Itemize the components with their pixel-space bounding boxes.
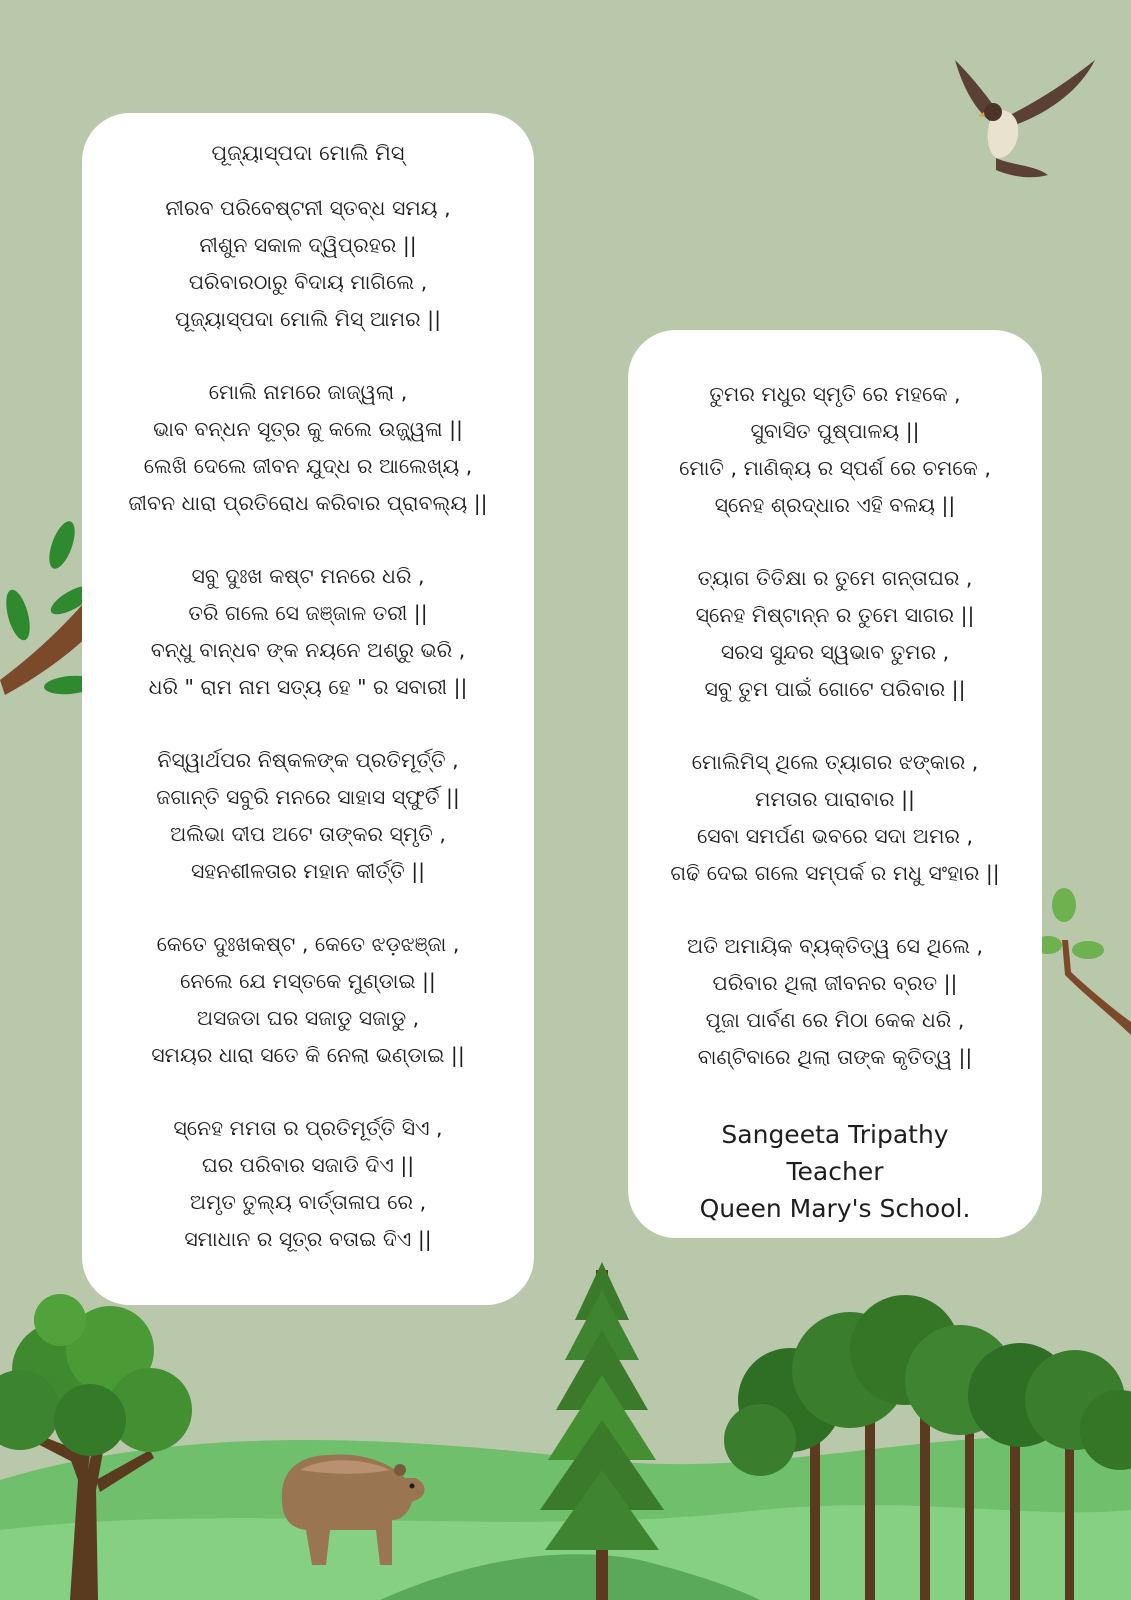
poem-line: ସମୟର ଧାରା ସତେ କି ନେଲା ଭଣ୍ଡାଇ ||	[151, 1043, 465, 1067]
branch-right-icon	[1034, 888, 1131, 1035]
poem-line: ବାଣ୍ଟିବାରେ ଥିଲା ତାଙ୍କ କୃତିତ୍ୱ ||	[697, 1045, 973, 1069]
stanza	[82, 926, 534, 1074]
poem-line: ଭାବ ବନ୍ଧନ ସୂତ୍ର କୁ କଲେ ଉଜ୍ଜ୍ୱଳା ||	[153, 417, 463, 441]
poem-line: ମୋଲି ନାମରେ ଜାଜ୍ୱଲା ,	[208, 380, 408, 404]
stanza	[82, 190, 534, 338]
poem-line: ଅମୃତ ତୁଲ୍ୟ ବାର୍ତ୍ତାଳାପ ରେ ,	[189, 1190, 427, 1214]
poem-line: ତୁମର ମଧୁର ସ୍ମୃତି ରେ ମହକେ ,	[709, 382, 961, 406]
stanza	[628, 744, 1042, 892]
poem-card-left	[82, 113, 534, 1305]
poem-line: ଜଗାନ୍ତି ସବୁରି ମନରେ ସାହାସ ସ୍ଫୁର୍ତି ||	[156, 785, 460, 809]
poem-line: ଅସଜଡା ଘର ସଜାଡୁ ସଜାଡୁ ,	[196, 1006, 420, 1030]
stanza	[82, 558, 534, 706]
poem-line: ନୀଶୁନ ସକାଳ ଦ୍ୱିପ୍ରହର ||	[199, 233, 417, 257]
poem-line: ମୋତି , ମାଣିକ୍ୟ ର ସ୍ପର୍ଶ ରେ ଚମକେ ,	[679, 456, 991, 480]
poem-line: ଗଢି ଦେଇ ଗଲେ ସମ୍ପର୍କ ର ମଧୁ ସଂହାର ||	[670, 861, 1000, 885]
poem-card-right	[628, 330, 1042, 1238]
poem-line: ସରସ ସୁନ୍ଦର ସ୍ୱଭାବ ତୁମର ,	[720, 640, 950, 664]
poem-line: ସବୁ ଦୁଃଖ କଷ୍ଟ ମନରେ ଧରି ,	[191, 564, 425, 588]
poem-line: କେତେ ଦୁଃଖକଷ୍ଟ , କେତେ ଝଡ଼ଝଞ୍ଜା ,	[156, 932, 460, 956]
poem-line: ସୁବାସିତ ପୁଷ୍ପାଳୟ ||	[750, 419, 920, 443]
poem-line: ନିସ୍ୱାର୍ଥପର ନିଷ୍କଳଙ୍କ ପ୍ରତିମୂର୍ତ୍ତି ,	[157, 748, 459, 772]
poem-line: ଜୀବନ ଧାରା ପ୍ରତିରୋଧ କରିବାର ପ୍ରାବଲ୍ୟ ||	[128, 491, 488, 515]
poem-line: ଘର ପରିବାର ସଜାଡି ଦିଏ ||	[201, 1153, 415, 1177]
poem-line: ମୋଲିମିସ୍ ଥିଲେ ତ୍ୟାଗର ଝଙ୍କାର ,	[691, 750, 979, 774]
poem-line: ଲେଖି ଦେଲେ ଜୀବନ ଯୁଦ୍ଧ ର ଆଲେଖ୍ୟ ,	[143, 454, 473, 478]
poem-line: ତ୍ୟାଗ ତିତିକ୍ଷା ର ତୁମେ ଗନ୍ତାଘର ,	[697, 566, 973, 590]
bird-icon	[955, 60, 1095, 177]
poem-line: ନେଲେ ଯେ ମସ୍ତକେ ମୁଣ୍ଡାଇ ||	[180, 969, 436, 993]
stanza	[628, 928, 1042, 1076]
poem-line: ମମତାର ପାରାବାର ||	[755, 787, 915, 811]
author-school: Queen Mary's School.	[699, 1194, 971, 1223]
pine-tree-icon	[540, 1262, 664, 1600]
poem-line: ପରିବାରଠାରୁ ବିଦାୟ ମାଗିଲେ ,	[188, 270, 428, 294]
poem-line: ଧରି " ରାମ ନାମ ସତ୍ୟ ହେ " ର ସବାରୀ ||	[148, 675, 468, 699]
poem-line: ଅତି ଅମାୟିକ ବ୍ୟକ୍ତିତ୍ୱ ସେ ଥିଲେ ,	[687, 934, 983, 958]
poem-line: ବନ୍ଧୁ ବାନ୍ଧବ ଙ୍କ ନୟନେ ଅଶ୍ରୁ ଭରି ,	[150, 638, 466, 662]
stanza	[82, 374, 534, 522]
author-role: Teacher	[786, 1157, 884, 1186]
poem-line: ନୀରବ ପରିବେଷ୍ଟନୀ ସ୍ତବ୍ଧ ସମୟ ,	[165, 196, 451, 220]
poem-line: ସମାଧାନ ର ସୂତ୍ର ବତାଇ ଦିଏ ||	[184, 1227, 432, 1251]
poem-line: ପୂଜା ପାର୍ବଣ ରେ ମିଠା କେକ ଧରି ,	[705, 1008, 965, 1032]
poem-line: ପରିବାର ଥିଲା ଜୀବନର ବ୍ରତ ||	[712, 971, 958, 995]
stanza	[82, 742, 534, 890]
poem-line: ସହନଶୀଳତାର ମହାନ କୀର୍ତ୍ତି ||	[190, 859, 426, 883]
poem-line: ସ୍ନେହ ଶ୍ରଦ୍ଧାର ଏହି ବଳୟ ||	[714, 493, 956, 517]
stanza	[628, 560, 1042, 708]
poem-line: ପୂଜ୍ୟାସ୍ପଦା ମୋଲି ମିସ୍ ଆମର ||	[175, 307, 441, 331]
poem-line: ସ୍ନେହ ମିଷ୍ଟାନ୍ନ ର ତୁମେ ସାଗର ||	[695, 603, 975, 627]
author-name: Sangeeta Tripathy	[721, 1120, 949, 1149]
poem-line: ସେବା ସମର୍ପଣ ଭବରେ ସଦା ଅମର ,	[696, 824, 974, 848]
poem-line: ଅଲିଭା ଦୀପ ଅଟେ ତାଙ୍କର ସ୍ମୃତି ,	[170, 822, 446, 846]
stanza	[628, 376, 1042, 524]
poem-title: ପୂଜ୍ୟାସ୍ପଦା ମୋଲି ମିସ୍	[211, 141, 405, 165]
author-credits	[628, 1116, 1042, 1227]
stanza	[82, 1110, 534, 1258]
poem-line: ସ୍ନେହ ମମତା ର ପ୍ରତିମୂର୍ତ୍ତି ସିଏ ,	[173, 1116, 443, 1140]
poem-line: ସବୁ ତୁମ ପାଇଁ ଗୋଟେ ପରିବାର ||	[704, 677, 966, 701]
poem-line: ତରି ଗଲେ ସେ ଜଞ୍ଜାଳ ତରୀ ||	[188, 601, 428, 625]
